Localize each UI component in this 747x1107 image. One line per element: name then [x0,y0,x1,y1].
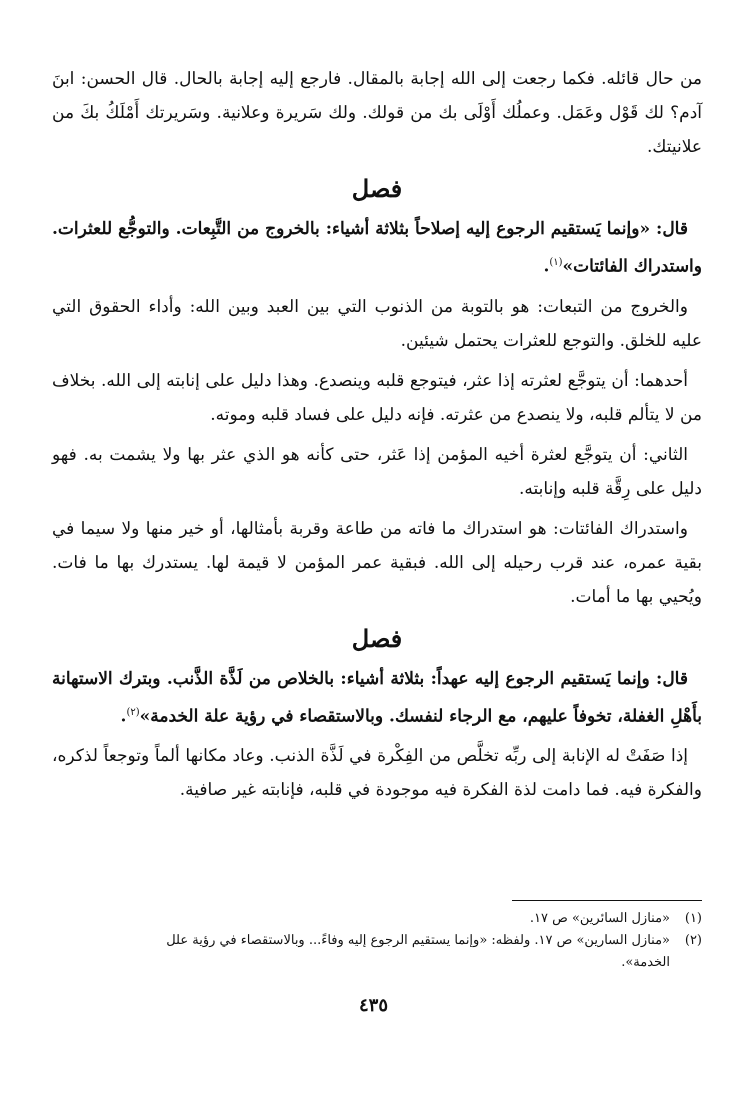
section-heading-1: فصل [351,174,403,203]
footnote-2 [52,930,702,952]
paragraph-3: والخروج من التبعات: هو بالتوبة من الذنوب التي بين العبد وبين الله: وأداء الحقوق التي عليه للخلق. والتوجع للعثرات يحتمل شيئين. [52,296,702,351]
footnote-1 [52,908,702,930]
footnote-ref-2: (٢) [126,706,140,718]
paragraph-6: واستدراك الفائتات: هو استدراك ما فاته من طاعة وقربة بأمثالها، أو خير منها ولا سيما في بقية عمره، عند قرب رحيله إلى الله. فبقية عمر المؤمن لا قيمة لها. يستدرك بها ما فات. ويُحيي بها ما أمات. [52,518,702,607]
footnote-ref-1: (١) [549,257,563,268]
paragraph-1: من حال قائله. فكما رجعت إلى الله إجابة بالمقال. فارجع إليه إجابة بالحال. قال الحسن: ابنَ آدم؟ لك قَوْل وعَمَل. وعملُك أَوْلَى بك من قولك. ولك سَريرة وعلانية. وسَريرتك أَمْلَكُ بكَ من علانيتك. [52,69,702,157]
paragraph-7-quote: قال: وإنما يَستقيم الرجوع إليه عهداً: بثلاثة أشياء: بالخلاص من لَذَّة الذَّنب. وبترك الاستهانة بأَهْلِ الغفلة، تخوفاً عليهم، مع الرجاء لنفسك. وبالاستقصاء في رؤية علة الخدمة»$^{(٢)}$. [52,668,702,727]
paragraph-5: الثاني: أن يتوجَّع لعثرة أخيه المؤمن إذا عَثر، حتى كأنه هو الذي عثر بها ولا يشمت به. فهو دليل على رِقَّة قلبه وإنابته. [52,444,702,499]
footnote-number: (١) [684,911,702,926]
footnote-divider [512,900,702,901]
paragraph-4: أحدهما: أن يتوجَّع لعثرته إذا عثر، فيتوجع قلبه وينصدع. وهذا دليل على إنابته إلى الله. بخلاف من لا يتألم قلبه، ولا ينصدع من عثرته. فإنه دليل على فساد قلبه وموته. [52,370,702,425]
footnote-text: «منازل السائرين» ص ١٧. [529,911,670,926]
page-number: ٤٣٥ [358,995,388,1016]
paragraph-2-quote: قال: «وإنما يَستقيم الرجوع إليه إصلاحاً بثلاثة أشياء: بالخروج من التَّبِعات. والتوجُّع للعثرات. واستدراك الفائتات»$^{(١)}$. [52,219,702,277]
footnote-text: «منازل السارين» ص ١٧. ولفظه: «وإنما يستقيم الرجوع إليه وفاءً... وبالاستقصاء في رؤية علل [166,933,670,948]
footnote-number: (٢) [684,933,702,948]
footnotes [52,908,702,974]
section-heading-2: فصل [351,623,403,653]
quote-text-2: قال: وإنما يَستقيم الرجوع إليه عهداً: بثلاثة أشياء: بالخلاص من لَذَّة الذَّنب. وبترك الاستهانة بأَهْلِ الغفلة، تخوفاً عليهم، مع الرجاء لنفسك. وبالاستقصاء في رؤية علة الخدمة» [52,668,702,727]
footnote-2-continuation: الخدمة». [621,955,670,970]
quote-text-1: قال: «وإنما يَستقيم الرجوع إليه إصلاحاً بثلاثة أشياء: بالخروج من التَّبِعات. والتوجُّع للعثرات. واستدراك الفائتات» [52,219,702,277]
page-body [52,62,702,813]
paragraph-8: إذا صَفَتْ له الإنابة إلى ربِّه تخلَّص من الفِكْرة في لَذَّة الذنب. وعاد مكانها ألماً وتوجعاً لذكره، والفكرة فيه. فما دامت لذة الفكرة فيه موجودة في قلبه، فإنابته غير صافية. [52,746,702,801]
